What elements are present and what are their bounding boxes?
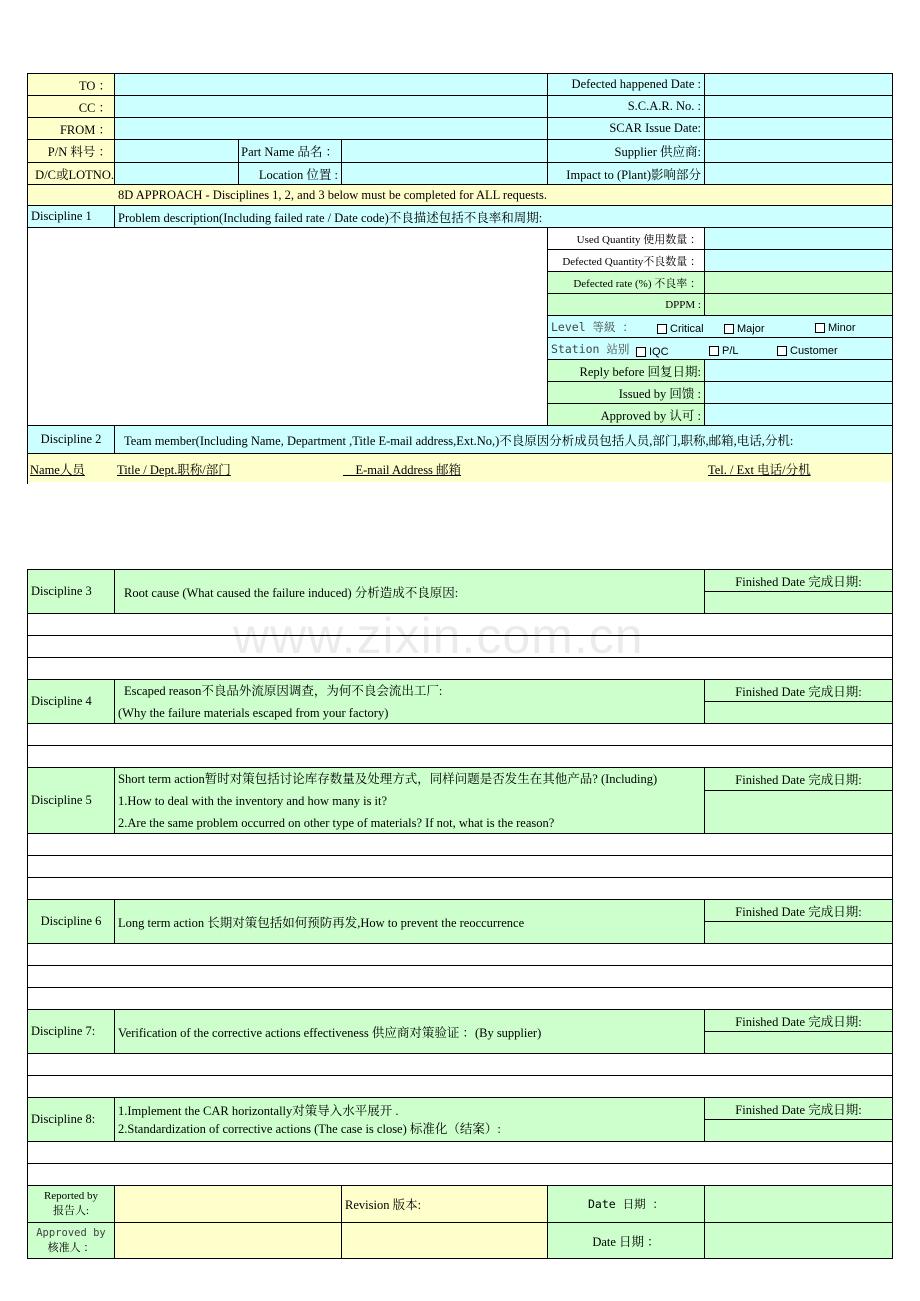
date-field-1[interactable] <box>704 1185 893 1223</box>
discipline-7-label: Discipline 7: <box>27 1009 115 1054</box>
issued-by-label: Issued by 回馈 : <box>547 381 705 404</box>
part-name-field[interactable] <box>341 139 548 163</box>
checkbox-icon <box>657 324 667 334</box>
d5-line2: 1.How to deal with the inventory and how many is it? <box>118 793 388 808</box>
to-field[interactable] <box>114 73 548 96</box>
approved-by-footer-label: Approved by 核准人 ： <box>27 1222 115 1259</box>
d5-line3: 2.Are the same problem occurred on other type of materials? If not, what is the reason? <box>118 815 555 830</box>
d6-input-row[interactable] <box>27 965 893 988</box>
defected-qty-label: Defected Quantity不良数量 ： <box>547 249 705 272</box>
reply-before-label: Reply before 回复日期: <box>547 359 705 382</box>
discipline-3-title: Root cause (What caused the failure induced) 分析造成不良原因: <box>114 569 705 614</box>
date-label-1: Date 日期 ： <box>547 1185 705 1223</box>
d8-finished-date-label: Finished Date 完成日期: <box>704 1097 893 1120</box>
reported-by-label: Reported by 报告人: <box>27 1185 115 1223</box>
level-label: Level 等級 ： <box>551 319 634 334</box>
discipline-5-label: Discipline 5 <box>27 767 115 834</box>
d4-input-row[interactable] <box>27 745 893 768</box>
scar-no-label: S.C.A.R. No. : <box>547 95 705 118</box>
checkbox-icon <box>636 347 646 357</box>
discipline-7-title: Verification of the corrective actions effectiveness 供应商对策验证 ：(By supplier) <box>114 1009 705 1054</box>
team-col-name: Name人员 <box>30 463 85 477</box>
station-option-pl[interactable]: P/L <box>709 345 739 357</box>
discipline-2-label: Discipline 2 <box>27 425 115 454</box>
discipline-8-label: Discipline 8: <box>27 1097 115 1142</box>
d5-finished-date-field[interactable] <box>704 790 893 834</box>
team-col-email: __E-mail Address 邮箱 <box>343 463 462 477</box>
date-field-2[interactable] <box>704 1222 893 1259</box>
scar-issue-label: SCAR Issue Date: <box>547 117 705 140</box>
from-field[interactable] <box>114 117 548 140</box>
defected-rate-label: Defected rate (%) 不良率 ： <box>547 271 705 294</box>
d5-line1: Short term action暂时对策包括讨论库存数量及处理方式，同样问题是否发生在其他产品? (Including) <box>118 771 658 786</box>
d4-finished-date-field[interactable] <box>704 701 893 724</box>
discipline-1-label: Discipline 1 <box>27 205 115 228</box>
level-option-minor[interactable]: Minor <box>815 322 856 334</box>
d6-input-row[interactable] <box>27 987 893 1010</box>
dppm-field[interactable] <box>704 293 893 316</box>
station-option-iqc[interactable]: IQC <box>636 346 669 358</box>
d3-finished-date-label: Finished Date 完成日期: <box>704 569 893 592</box>
d6-input-row[interactable] <box>27 943 893 966</box>
checkbox-icon <box>724 324 734 334</box>
location-label: Location 位置 : <box>238 162 342 185</box>
watermark: www.zixin.com.cn <box>233 608 644 664</box>
cc-field[interactable] <box>114 95 548 118</box>
approach-note: 8D APPROACH - Disciplines 1, 2, and 3 below must be completed for ALL requests. <box>27 184 893 206</box>
team-col-title: Title / Dept.职称/部门 <box>117 463 231 477</box>
dc-field[interactable] <box>114 162 239 185</box>
d6-finished-date-field[interactable] <box>704 921 893 944</box>
d5-finished-date-label: Finished Date 完成日期: <box>704 767 893 791</box>
dc-label: D/C或LOTNO. <box>27 162 115 185</box>
part-name-label: Part Name 品名 ： <box>238 139 342 163</box>
discipline-5-title <box>114 767 705 834</box>
level-option-critical[interactable]: Critical <box>657 323 704 335</box>
checkbox-icon <box>815 323 825 333</box>
scar-no-field[interactable] <box>704 95 893 118</box>
discipline-2-title: Team member(Including Name, Department ,Title E-mail address,Ext.No,)不良原因分析成员包括人员,部门,职称,邮箱,电话,分机: <box>114 425 893 454</box>
from-label: FROM ： <box>27 117 115 140</box>
reply-before-field[interactable] <box>704 359 893 382</box>
problem-description-area[interactable] <box>27 227 548 426</box>
to-label: TO ： <box>27 73 115 96</box>
left-border <box>27 481 28 484</box>
d5-input-row[interactable] <box>27 877 893 900</box>
impact-label: Impact to (Plant)影响部分 <box>547 162 705 185</box>
d8-input-row[interactable] <box>27 1163 893 1186</box>
d8-line2: 2.Standardization of corrective actions (The case is close) 标准化（结案）: <box>118 1121 501 1136</box>
cc-label: CC ： <box>27 95 115 118</box>
revision-field[interactable] <box>341 1222 548 1259</box>
pn-label: P/N 料号 ： <box>27 139 115 163</box>
revision-label: Revision 版本: <box>341 1185 548 1223</box>
d8-line1: 1.Implement the CAR horizontally对策导入水平展开 . <box>118 1103 399 1118</box>
team-col-tel: Tel. / Ext 电话/分机 <box>708 463 811 477</box>
location-field[interactable] <box>341 162 548 185</box>
d8-input-row[interactable] <box>27 1141 893 1164</box>
approved-by-footer-field[interactable] <box>114 1222 342 1259</box>
issued-by-field[interactable] <box>704 381 893 404</box>
approved-by-field[interactable] <box>704 403 893 426</box>
reported-by-field[interactable] <box>114 1185 342 1223</box>
d6-finished-date-label: Finished Date 完成日期: <box>704 899 893 922</box>
station-option-customer[interactable]: Customer <box>777 345 838 357</box>
supplier-field[interactable] <box>704 139 893 163</box>
d7-input-row[interactable] <box>27 1053 893 1076</box>
d5-input-row[interactable] <box>27 855 893 878</box>
d5-input-row[interactable] <box>27 833 893 856</box>
supplier-label: Supplier 供应商: <box>547 139 705 163</box>
d8-finished-date-field[interactable] <box>704 1119 893 1142</box>
dppm-label: DPPM : <box>547 293 705 316</box>
d7-input-row[interactable] <box>27 1075 893 1098</box>
d7-finished-date-field[interactable] <box>704 1031 893 1054</box>
station-label: Station 站别 <box>551 341 630 356</box>
defected-qty-field[interactable] <box>704 249 893 272</box>
defected-rate-field[interactable] <box>704 271 893 294</box>
d7-finished-date-label: Finished Date 完成日期: <box>704 1009 893 1032</box>
discipline-3-label: Discipline 3 <box>27 569 115 614</box>
d4-finished-date-label: Finished Date 完成日期: <box>704 679 893 702</box>
defect-date-field[interactable] <box>704 73 893 96</box>
defect-date-label: Defected happened Date : <box>547 73 705 96</box>
d4-line2: (Why the failure materials escaped from your factory) <box>118 705 389 720</box>
discipline-4-label: Discipline 4 <box>27 679 115 724</box>
impact-field[interactable] <box>704 162 893 185</box>
level-option-major[interactable]: Major <box>724 323 765 335</box>
checkbox-icon <box>777 346 787 356</box>
discipline-6-label: Discipline 6 <box>27 899 115 944</box>
discipline-8-title <box>114 1097 705 1142</box>
date-label-2: Date 日期 ： <box>547 1222 705 1259</box>
d3-finished-date-field[interactable] <box>704 591 893 614</box>
scar-issue-field[interactable] <box>704 117 893 140</box>
used-qty-label: Used Quantity 使用数量 ： <box>547 227 705 250</box>
d4-line1: Escaped reason不良品外流原因调查，为何不良会流出工厂: <box>124 683 443 698</box>
discipline-4-title <box>114 679 705 724</box>
right-border <box>892 481 893 570</box>
discipline-6-title: Long term action 长期对策包括如何预防再发,How to prevent the reoccurrence <box>114 899 705 944</box>
discipline-1-title: Problem description(Including failed rate / Date code)不良描述包括不良率和周期: <box>114 205 893 228</box>
d4-input-row[interactable] <box>27 723 893 746</box>
approved-by-label: Approved by 认可 : <box>547 403 705 426</box>
checkbox-icon <box>709 346 719 356</box>
used-qty-field[interactable] <box>704 227 893 250</box>
pn-field[interactable] <box>114 139 239 163</box>
